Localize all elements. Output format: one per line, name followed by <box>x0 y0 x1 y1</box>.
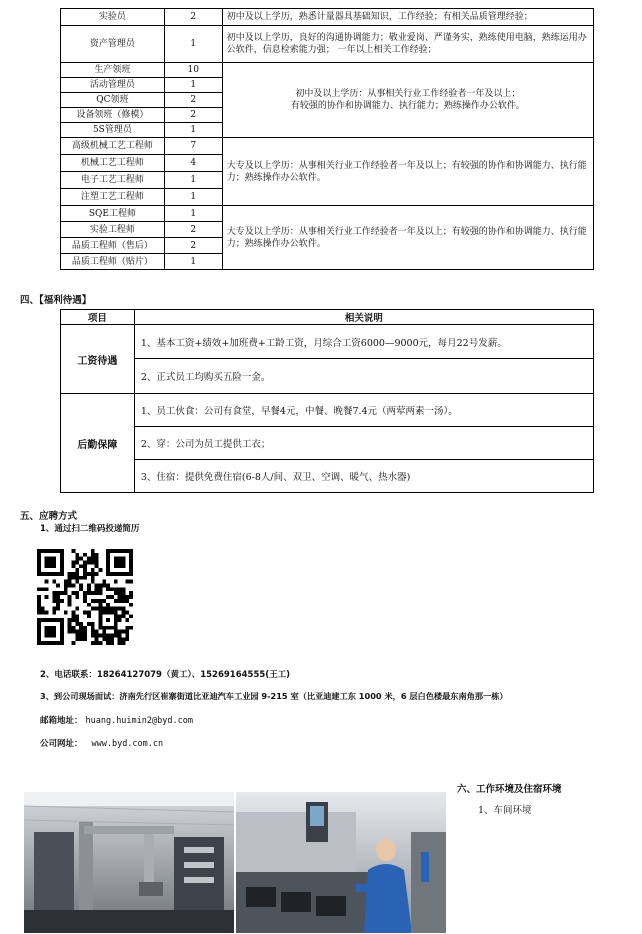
email-label: 邮箱地址： <box>40 716 83 726</box>
qr-code-image <box>37 549 133 645</box>
website-url[interactable]: www.byd.com.cn <box>91 739 164 749</box>
job-name: QC领班 <box>61 93 165 108</box>
job-count: 1 <box>164 189 222 206</box>
job-count: 1 <box>164 206 222 222</box>
workshop-photo-1 <box>24 792 234 933</box>
job-name: 资产管理员 <box>61 26 165 63</box>
group-1-line-1: 初中及以上学历：从事相关行业工作经验者一年及以上； <box>295 89 521 99</box>
job-count: 2 <box>164 9 222 26</box>
group-1-line-2: 有较强的协作和协调能力、执行能力；熟练操作办公软件。 <box>290 101 525 111</box>
job-count: 2 <box>164 238 222 254</box>
welfare-table <box>60 309 594 493</box>
job-count: 7 <box>164 138 222 155</box>
job-name: 品质工程师（售后） <box>61 238 165 254</box>
job-count: 10 <box>164 63 222 78</box>
website-label: 公司网址： <box>40 739 83 749</box>
job-name: SQE工程师 <box>61 206 165 222</box>
apply-method-1: 1、通过扫二维码投递简历 <box>40 524 140 534</box>
job-count: 2 <box>164 93 222 108</box>
job-count: 1 <box>164 26 222 63</box>
email-line <box>40 714 193 726</box>
section-5-title: 五、应聘方式 <box>20 511 78 522</box>
col-item-header: 项目 <box>61 310 135 325</box>
job-name: 高级机械工艺工程师 <box>61 138 165 155</box>
apply-method-2: 2、电话联系：18264127079（黄工）、15269164555(王工) <box>40 670 291 680</box>
website-line <box>40 737 163 749</box>
job-requirement-group-2: 大专及以上学历：从事相关行业工作经验者一年及以上；有较强的协作和协调能力、执行能力；熟练操作办公软件。 <box>222 138 593 206</box>
job-name: 品质工程师（贴片） <box>61 254 165 270</box>
job-count: 2 <box>164 108 222 123</box>
apply-method-3: 3、到公司现场面试：济南先行区崔寨街道比亚迪汽车工业园 9-215 室（比亚迪建工东 1000 米，6 层白色楼最东南角那一栋） <box>40 691 508 701</box>
job-requirement: 初中及以上学历，良好的沟通协调能力；敬业爱岗、严谨务实，熟练使用电脑，熟练运用办公软件，信息检索能力强； 一年以上相关工作经验； <box>222 26 593 63</box>
email-address[interactable]: huang.huimin2@byd.com <box>85 716 193 726</box>
factory-worker-image <box>236 792 446 933</box>
job-name: 机械工艺工程师 <box>61 155 165 172</box>
logistics-item-1: 1、员工伙食：公司有食堂，早餐4元，中餐、晚餐7.4元（两荤两素一汤）。 <box>134 394 593 427</box>
job-count: 2 <box>164 222 222 238</box>
section-6-title: 六、工作环境及住宿环境 <box>457 784 562 795</box>
wage-item-2: 2、正式员工均购买五险一金。 <box>134 359 593 394</box>
logistics-label: 后勤保障 <box>61 394 135 493</box>
factory-robot-arm-image <box>24 792 234 933</box>
wage-item-1: 1、基本工资+绩效+加班费+工龄工资，月综合工资6000—9000元，每月22号发薪。 <box>134 325 593 359</box>
job-name: 生产领班 <box>61 63 165 78</box>
workshop-photo-2 <box>236 792 446 933</box>
logistics-item-3: 3、住宿：提供免费住宿(6-8人/间、双卫、空调、暖气、热水器) <box>134 460 593 493</box>
job-name: 活动管理员 <box>61 78 165 93</box>
job-requirement-group-1 <box>222 63 593 138</box>
job-name: 电子工艺工程师 <box>61 172 165 189</box>
job-count: 4 <box>164 155 222 172</box>
job-requirement: 初中及以上学历，熟悉计量器具基础知识，工作经验；有相关品质管理经验； <box>222 9 593 26</box>
wage-label: 工资待遇 <box>61 325 135 394</box>
workshop-env-label: 1、车间环境 <box>478 805 532 816</box>
job-name: 实验员 <box>61 9 165 26</box>
job-name: 实验工程师 <box>61 222 165 238</box>
job-requirement-group-3: 大专及以上学历：从事相关行业工作经验者一年及以上；有较强的协作和协调能力、执行能力；熟练操作办公软件。 <box>222 206 593 270</box>
job-name: 设备领班（修模） <box>61 108 165 123</box>
job-count: 1 <box>164 254 222 270</box>
qr-code[interactable] <box>37 549 133 645</box>
col-desc-header: 相关说明 <box>134 310 593 325</box>
job-name: 5S管理员 <box>61 123 165 138</box>
logistics-item-2: 2、穿：公司为员工提供工衣； <box>134 427 593 460</box>
job-name: 注塑工艺工程师 <box>61 189 165 206</box>
jobs-table <box>60 8 594 270</box>
job-count: 1 <box>164 78 222 93</box>
job-count: 1 <box>164 172 222 189</box>
section-4-title: 四、【福利待遇】 <box>20 295 92 306</box>
job-count: 1 <box>164 123 222 138</box>
